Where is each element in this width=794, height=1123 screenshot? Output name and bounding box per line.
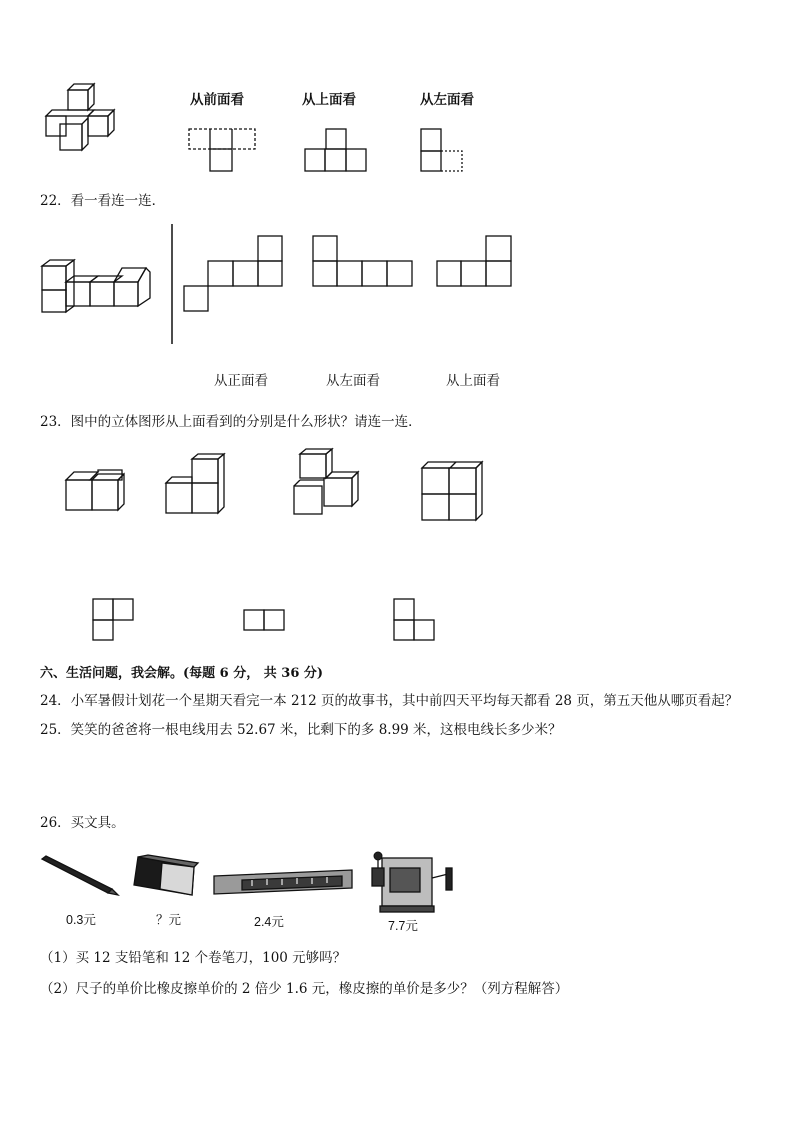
pencil-icon	[40, 855, 120, 897]
q21-top-view	[304, 128, 370, 174]
q24-stem: 24．小军暑假计划花一个星期天看完一本 212 页的故事书，其中前四天平均每天都看 28 页，第五天他从哪页看起？	[40, 693, 739, 709]
q23-top-view-2	[243, 609, 289, 633]
q23-solid-2	[164, 453, 230, 515]
ruler-price: 2.4元	[254, 915, 284, 929]
pencil-price: 0.3元	[66, 913, 96, 927]
q22-view-top-label: 从上面看	[446, 373, 500, 389]
q23-solid-4	[420, 460, 486, 524]
q21-front-label: 从前面看	[190, 92, 244, 108]
ruler-icon	[212, 868, 354, 898]
q21-left-label: 从左面看	[420, 92, 474, 108]
q22-view-front-label: 从正面看	[214, 373, 268, 389]
q22-divider-line	[170, 224, 174, 346]
q26-sub1: （1）买 12 支铅笔和 12 个卷笔刀，100 元够吗？	[40, 950, 347, 966]
section6-heading: 六、生活问题，我会解。(每题 6 分， 共 36 分)	[40, 666, 324, 681]
q22-stem: 22．看一看连一连．	[40, 193, 166, 209]
q23-solid-3	[290, 448, 362, 518]
q21-front-view	[188, 128, 258, 174]
q22-solid-figure	[40, 258, 155, 314]
q26-stem: 26．买文具。	[40, 815, 125, 831]
q26-sub2: （2）尺子的单价比橡皮擦单价的 2 倍少 1.6 元，橡皮擦的单价是多少？（列方程解答）	[40, 981, 569, 997]
eraser-price: ？元	[156, 913, 182, 927]
eraser-icon	[132, 855, 200, 899]
q21-solid-figure	[40, 84, 130, 154]
sharpener-price: 7.7元	[388, 919, 418, 933]
q22-view-a	[183, 235, 285, 313]
q21-left-view	[420, 128, 466, 174]
q23-top-view-1	[92, 598, 138, 644]
q23-top-view-3	[393, 598, 439, 644]
sharpener-icon	[368, 848, 458, 914]
q25-stem: 25．笑笑的爸爸将一根电线用去 52.67 米，比剩下的多 8.99 米，这根电线长多少米？	[40, 722, 562, 738]
q21-top-label: 从上面看	[302, 92, 356, 108]
q22-view-c	[436, 235, 516, 289]
q22-view-b	[312, 235, 416, 289]
q22-view-left-label: 从左面看	[326, 373, 380, 389]
q23-stem: 23．图中的立体图形从上面看到的分别是什么形状？请连一连．	[40, 414, 422, 430]
q23-solid-1	[64, 468, 128, 514]
